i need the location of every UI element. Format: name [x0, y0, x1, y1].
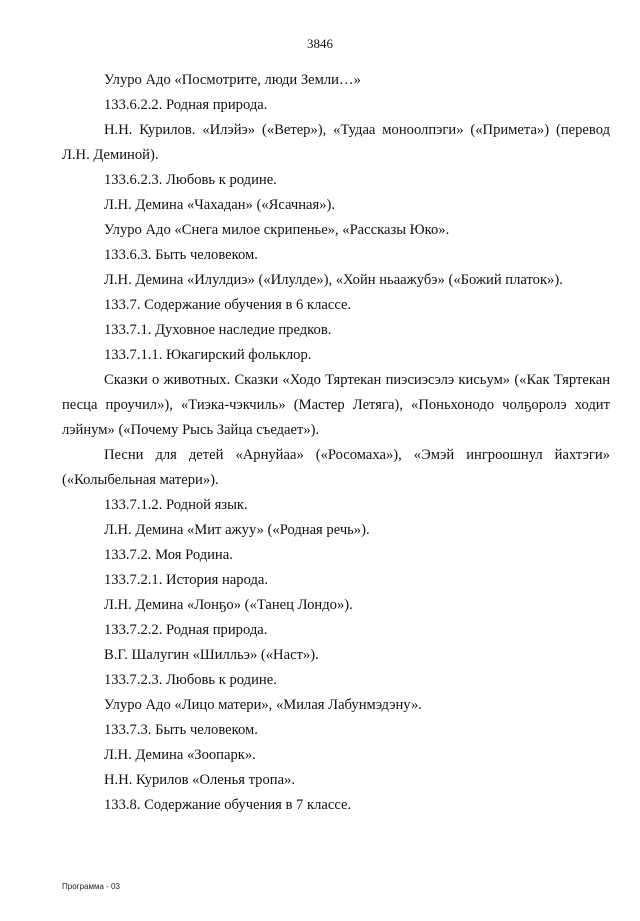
paragraph: В.Г. Шалугин «Шилльэ» («Наст»). [104, 647, 319, 663]
paragraph: Улуро Адо «Посмотрите, люди Земли…» [104, 72, 361, 88]
paragraph: Песни для детей «Арнуйаа» («Росомаха»), «Эмэй ингроошнул йахтэги» («Колыбельная матери»). [62, 447, 610, 488]
section-heading: 133.7.2. Моя Родина. [104, 547, 233, 563]
section-heading: 133.6.2.2. Родная природа. [104, 97, 268, 113]
paragraph: Улуро Адо «Лицо матери», «Милая Лабунмэдэну». [104, 697, 422, 713]
page-number: 3846 [307, 36, 333, 51]
section-heading: 133.6.3. Быть человеком. [104, 247, 258, 263]
section-heading: 133.8. Содержание обучения в 7 классе. [104, 797, 352, 813]
section-heading: 133.7.2.2. Родная природа. [104, 622, 268, 638]
section-heading: 133.7.2.3. Любовь к родине. [104, 672, 277, 688]
section-heading: 133.7.1. Духовное наследие предков. [104, 322, 332, 338]
paragraph: Улуро Адо «Снега милое скрипенье», «Рассказы Юко». [104, 222, 450, 238]
section-heading: 133.7. Содержание обучения в 6 классе. [104, 297, 352, 313]
paragraph: Н.Н. Курилов «Оленья тропа». [104, 772, 295, 788]
paragraph: Л.Н. Демина «Илулдиэ» («Илулде»), «Хойн ньаажубэ» («Божий платок»). [104, 272, 563, 288]
footer-label: Программа - 03 [62, 882, 120, 891]
section-heading: 133.7.3. Быть человеком. [104, 722, 258, 738]
paragraph: Н.Н. Курилов. «Илэйэ» («Ветер»), «Тудаа моноолпэги» («Примета») (перевод Л.Н. Деминой). [62, 122, 610, 163]
paragraph: Л.Н. Демина «Зоопарк». [104, 747, 256, 763]
section-heading: 133.6.2.3. Любовь к родине. [104, 172, 277, 188]
paragraph: Л.Н. Демина «Чахадан» («Ясачная»). [104, 197, 336, 213]
section-heading: 133.7.2.1. История народа. [104, 572, 269, 588]
paragraph: Л.Н. Демина «Мит ажуу» («Родная речь»). [104, 522, 370, 538]
section-heading: 133.7.1.1. Юкагирский фольклор. [104, 347, 312, 363]
section-heading: 133.7.1.2. Родной язык. [104, 497, 248, 513]
paragraph: Л.Н. Демина «Лонҕо» («Танец Лондо»). [104, 597, 353, 613]
paragraph: Сказки о животных. Сказки «Ходо Тяртекан пиэсиэсэлэ кисьум» («Как Тяртекан песца проучил»), «Тиэка-чэкчиль» (Мастер Летяга), «Поньхонодо чолҕоролэ ходит лэйнум» («Почему Рысь Зайца съедает»). [62, 372, 610, 438]
document-body [62, 68, 610, 818]
